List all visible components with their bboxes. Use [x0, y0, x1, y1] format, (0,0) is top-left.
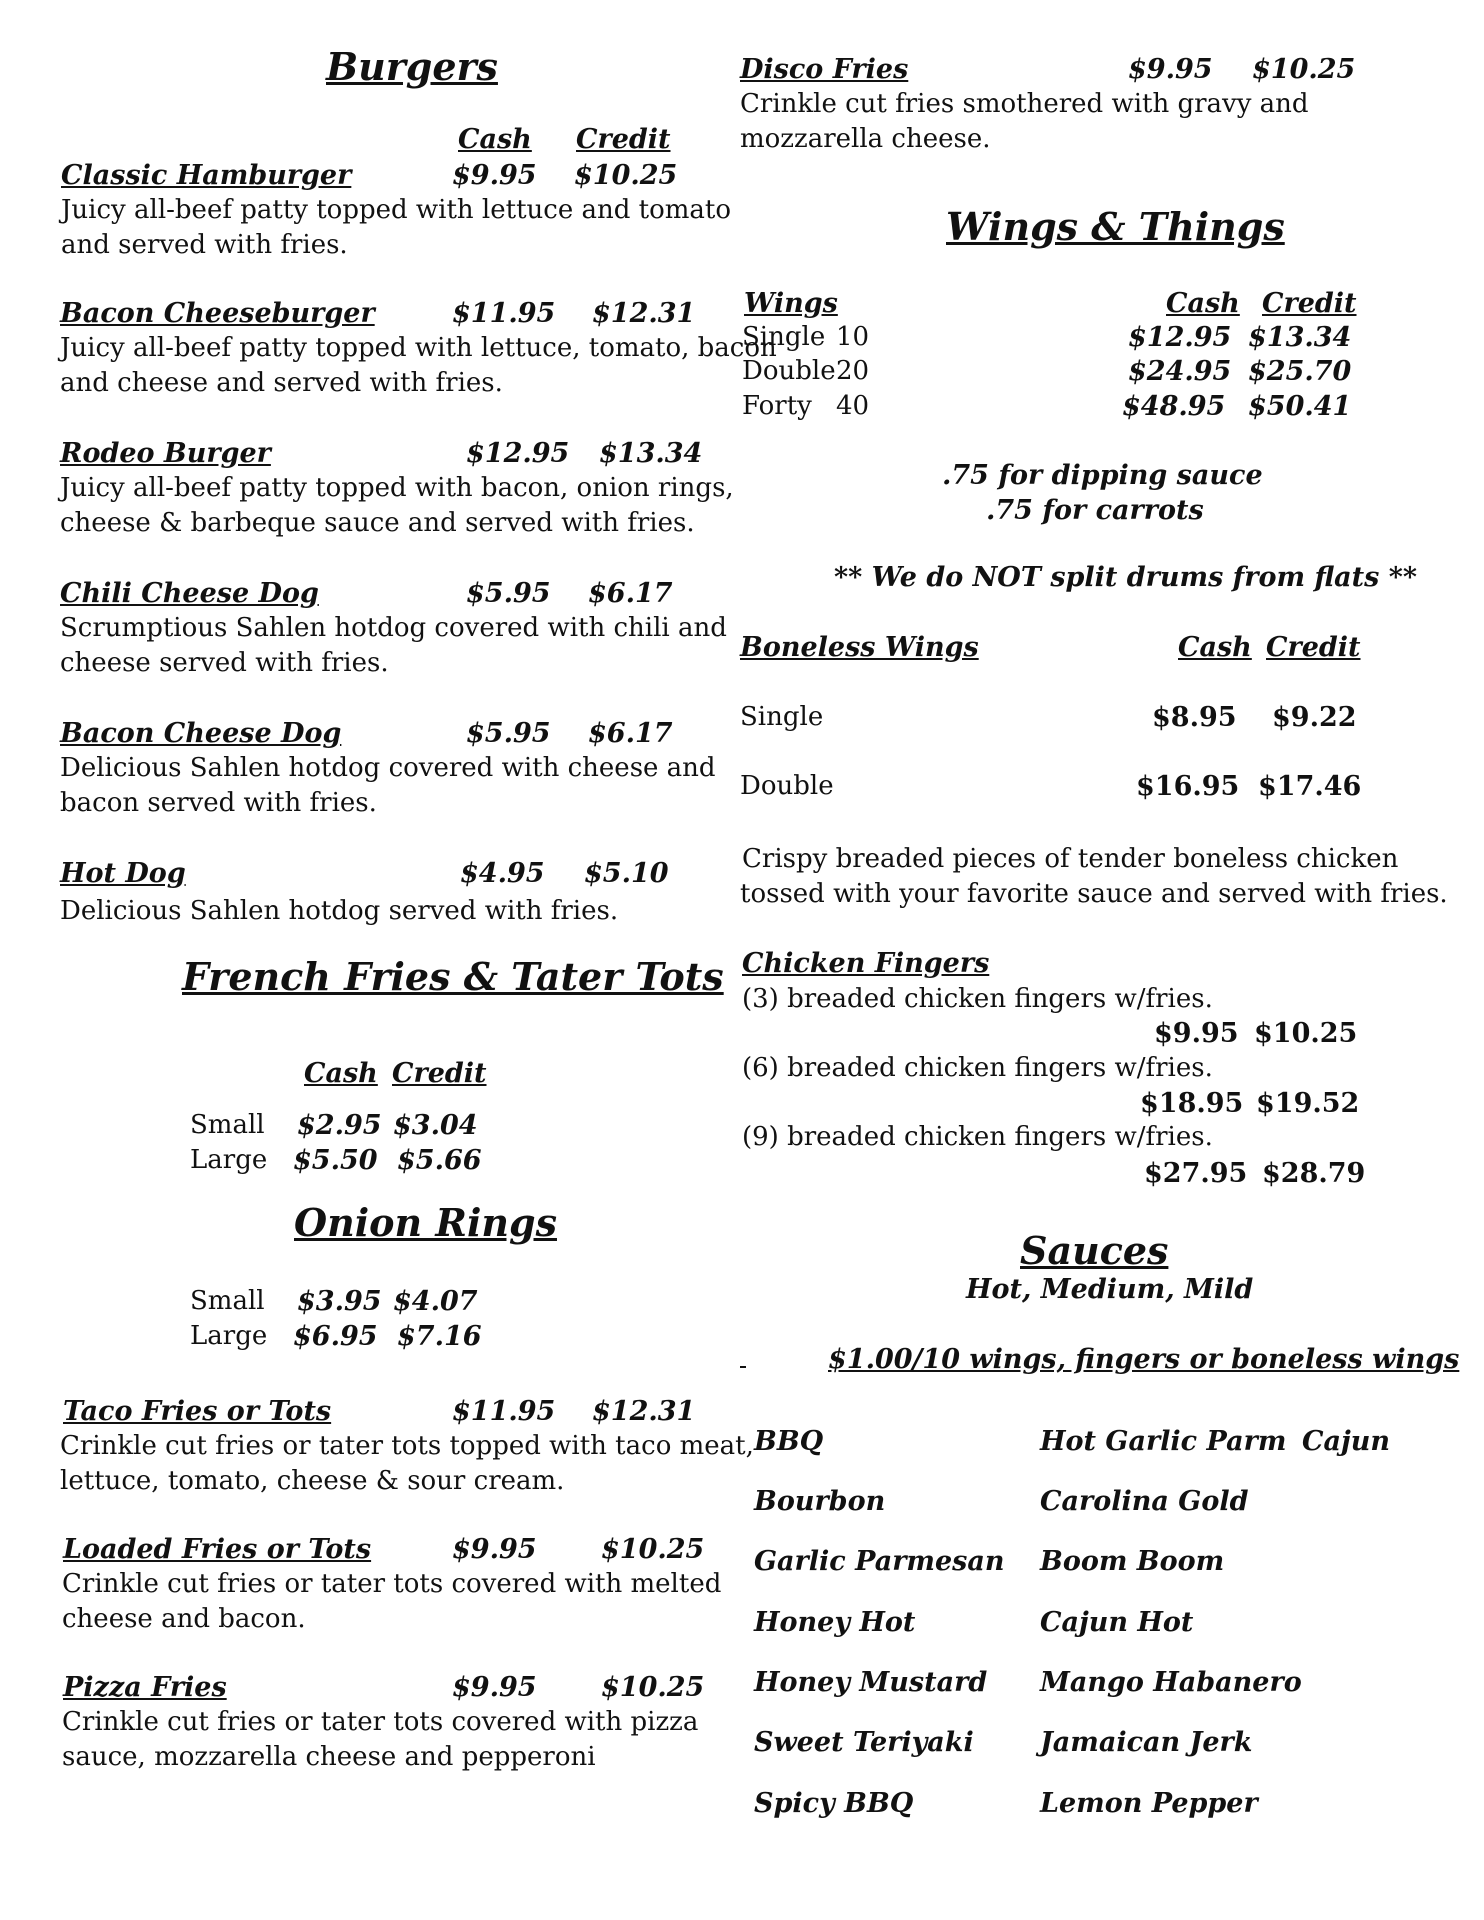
- item-description: Juicy all-beef patty topped with bacon, onion rings,: [60, 473, 734, 503]
- sauces-heading: Sauces: [1020, 1228, 1169, 1273]
- wings-credit-price: $25.70: [1248, 356, 1352, 387]
- item-cash-price: $9.95: [452, 1672, 537, 1703]
- item-description: Delicious Sahlen hotdog covered with cheese and: [60, 753, 716, 783]
- wings-cash-price: $48.95: [1122, 391, 1226, 422]
- item-description: Crinkle cut fries or tater tots topped with taco meat,: [60, 1431, 754, 1461]
- item-description: Delicious Sahlen hotdog served with fries.: [60, 896, 619, 926]
- size-credit-price: $4.07: [393, 1286, 478, 1317]
- item-credit-price: $5.10: [584, 858, 669, 889]
- fingers-description: (3) breaded chicken fingers w/fries.: [742, 984, 1213, 1014]
- sauce-item: Cajun Hot: [1040, 1607, 1194, 1638]
- item-name: Disco Fries: [740, 54, 909, 85]
- boneless-credit-label: Credit: [1266, 632, 1361, 663]
- item-name: Hot Dog: [60, 858, 186, 889]
- item-description: and served with fries.: [61, 230, 348, 260]
- wings-cash-price: $12.95: [1128, 322, 1232, 353]
- size-cash-price: $5.50: [293, 1145, 378, 1176]
- wings-cash-price: $24.95: [1128, 356, 1232, 387]
- fingers-credit-price: $19.52: [1256, 1088, 1360, 1119]
- size-label: Small: [190, 1110, 265, 1140]
- fingers-cash-price: $18.95: [1140, 1088, 1244, 1119]
- fingers-credit-price: $28.79: [1262, 1158, 1366, 1189]
- wings-credit-price: $50.41: [1248, 391, 1352, 422]
- sauce-item: Boom Boom: [1040, 1546, 1225, 1577]
- item-name: Bacon Cheese Dog: [60, 718, 342, 749]
- item-description: and cheese and served with fries.: [60, 368, 503, 398]
- burgers-cash-label: Cash: [458, 124, 532, 155]
- boneless-cash-price: $8.95: [1152, 702, 1237, 733]
- item-credit-price: $6.17: [588, 718, 673, 749]
- boneless-size: Double: [740, 771, 834, 801]
- onion-rings-heading: Onion Rings: [294, 1200, 557, 1245]
- item-credit-price: $12.31: [592, 298, 696, 329]
- boneless-credit-price: $9.22: [1272, 702, 1357, 733]
- sauce-item: BBQ: [754, 1426, 824, 1457]
- sauce-item: Lemon Pepper: [1040, 1788, 1258, 1819]
- burgers-credit-label: Credit: [576, 124, 671, 155]
- fingers-cash-price: $27.95: [1144, 1158, 1248, 1189]
- item-description: sauce, mozzarella cheese and pepperoni: [62, 1742, 596, 1772]
- boneless-description: Crispy breaded pieces of tender boneless chicken: [742, 844, 1399, 874]
- sauces-extra-note: $1.00/10 wings, fingers or boneless wings: [828, 1344, 1460, 1375]
- wings-label: Wings: [744, 288, 838, 319]
- item-description: cheese and bacon.: [62, 1604, 306, 1634]
- item-credit-price: $10.25: [574, 160, 678, 191]
- item-description: lettuce, tomato, cheese & sour cream.: [60, 1466, 565, 1496]
- wings-count: 10: [836, 322, 870, 352]
- item-cash-price: $9.95: [1128, 54, 1213, 85]
- burgers-heading: Burgers: [326, 44, 498, 89]
- fries-heading: French Fries & Tater Tots: [182, 954, 724, 999]
- sauce-item: Honey Hot: [754, 1607, 916, 1638]
- item-description: Scrumptious Sahlen hotdog covered with chili and: [60, 613, 727, 643]
- drums-flats-note: ** We do NOT split drums from flats **: [834, 562, 1417, 593]
- item-credit-price: $10.25: [601, 1534, 705, 1565]
- sauce-item: Bourbon: [754, 1486, 886, 1517]
- sauce-item: Cajun: [1302, 1426, 1391, 1457]
- item-description: Crinkle cut fries or tater tots covered with melted: [62, 1569, 722, 1599]
- dipping-sauce-note: .75 for dipping sauce: [942, 460, 1263, 491]
- boneless-size: Single: [740, 702, 824, 732]
- sauce-item: Garlic Parmesan: [754, 1546, 1005, 1577]
- item-cash-price: $9.95: [452, 160, 537, 191]
- item-credit-price: $12.31: [592, 1396, 696, 1427]
- fingers-label: Chicken Fingers: [742, 948, 990, 979]
- sauce-item: Honey Mustard: [754, 1667, 988, 1698]
- item-description: Juicy all-beef patty topped with lettuce and tomato: [61, 195, 731, 225]
- sauce-item: Sweet Teriyaki: [754, 1727, 974, 1758]
- item-description: cheese & barbeque sauce and served with fries.: [60, 508, 695, 538]
- size-credit-price: $5.66: [397, 1145, 482, 1176]
- item-cash-price: $5.95: [466, 718, 551, 749]
- item-name: Rodeo Burger: [60, 438, 271, 469]
- boneless-credit-price: $17.46: [1258, 771, 1362, 802]
- sauces-heat-levels: Hot, Medium, Mild: [966, 1274, 1254, 1305]
- boneless-cash-price: $16.95: [1136, 771, 1240, 802]
- wings-size: Forty: [742, 391, 812, 421]
- item-cash-price: $11.95: [452, 1396, 556, 1427]
- item-description: Crinkle cut fries or tater tots covered with pizza: [62, 1707, 699, 1737]
- item-cash-price: $5.95: [466, 578, 551, 609]
- wings-count: 20: [836, 356, 870, 386]
- size-label: Large: [190, 1321, 268, 1351]
- item-name: Loaded Fries or Tots: [63, 1534, 372, 1565]
- boneless-description: tossed with your favorite sauce and served with fries.: [740, 879, 1448, 909]
- item-name: Chili Cheese Dog: [60, 578, 319, 609]
- item-description: Juicy all-beef patty topped with lettuce, tomato, bacon: [60, 333, 777, 363]
- item-description: Crinkle cut fries smothered with gravy and: [740, 89, 1309, 119]
- boneless-label: Boneless Wings: [740, 632, 979, 663]
- wings-cash-label: Cash: [1166, 288, 1240, 319]
- item-cash-price: $9.95: [452, 1534, 537, 1565]
- fries-credit-label: Credit: [392, 1058, 487, 1089]
- item-cash-price: $12.95: [466, 438, 570, 469]
- size-credit-price: $7.16: [397, 1321, 482, 1352]
- item-credit-price: $13.34: [599, 438, 703, 469]
- fingers-credit-price: $10.25: [1254, 1018, 1358, 1049]
- item-name: Bacon Cheeseburger: [60, 298, 375, 329]
- item-cash-price: $4.95: [460, 858, 545, 889]
- wings-credit-price: $13.34: [1248, 322, 1352, 353]
- size-cash-price: $3.95: [297, 1286, 382, 1317]
- item-description: mozzarella cheese.: [740, 124, 991, 154]
- item-credit-price: $10.25: [1252, 54, 1356, 85]
- sauce-item: Carolina Gold: [1040, 1486, 1249, 1517]
- item-credit-price: $6.17: [588, 578, 673, 609]
- item-name: Classic Hamburger: [61, 160, 352, 191]
- wings-size: Single: [742, 322, 826, 352]
- item-name: Pizza Fries: [63, 1672, 227, 1703]
- size-credit-price: $3.04: [393, 1110, 478, 1141]
- wings-size: Double: [742, 356, 836, 386]
- item-name: Taco Fries or Tots: [63, 1396, 332, 1427]
- item-description: cheese served with fries.: [60, 648, 389, 678]
- fingers-cash-price: $9.95: [1154, 1018, 1239, 1049]
- size-label: Small: [190, 1286, 265, 1316]
- fingers-description: (6) breaded chicken fingers w/fries.: [742, 1053, 1213, 1083]
- wings-count: 40: [836, 391, 870, 421]
- sauce-item: Hot Garlic Parm: [1040, 1426, 1287, 1457]
- fries-cash-label: Cash: [304, 1058, 378, 1089]
- item-credit-price: $10.25: [601, 1672, 705, 1703]
- size-label: Large: [190, 1145, 268, 1175]
- item-description: bacon served with fries.: [60, 788, 377, 818]
- size-cash-price: $6.95: [293, 1321, 378, 1352]
- sauce-item: Jamaican Jerk: [1040, 1727, 1253, 1758]
- underline-mark: [740, 1366, 746, 1368]
- wings-heading: Wings & Things: [946, 204, 1285, 249]
- sauce-item: Spicy BBQ: [754, 1788, 914, 1819]
- wings-credit-label: Credit: [1262, 288, 1357, 319]
- item-cash-price: $11.95: [452, 298, 556, 329]
- carrots-note: .75 for carrots: [986, 495, 1204, 526]
- fingers-description: (9) breaded chicken fingers w/fries.: [742, 1122, 1213, 1152]
- size-cash-price: $2.95: [297, 1110, 382, 1141]
- sauce-item: Mango Habanero: [1040, 1667, 1302, 1698]
- boneless-cash-label: Cash: [1178, 632, 1252, 663]
